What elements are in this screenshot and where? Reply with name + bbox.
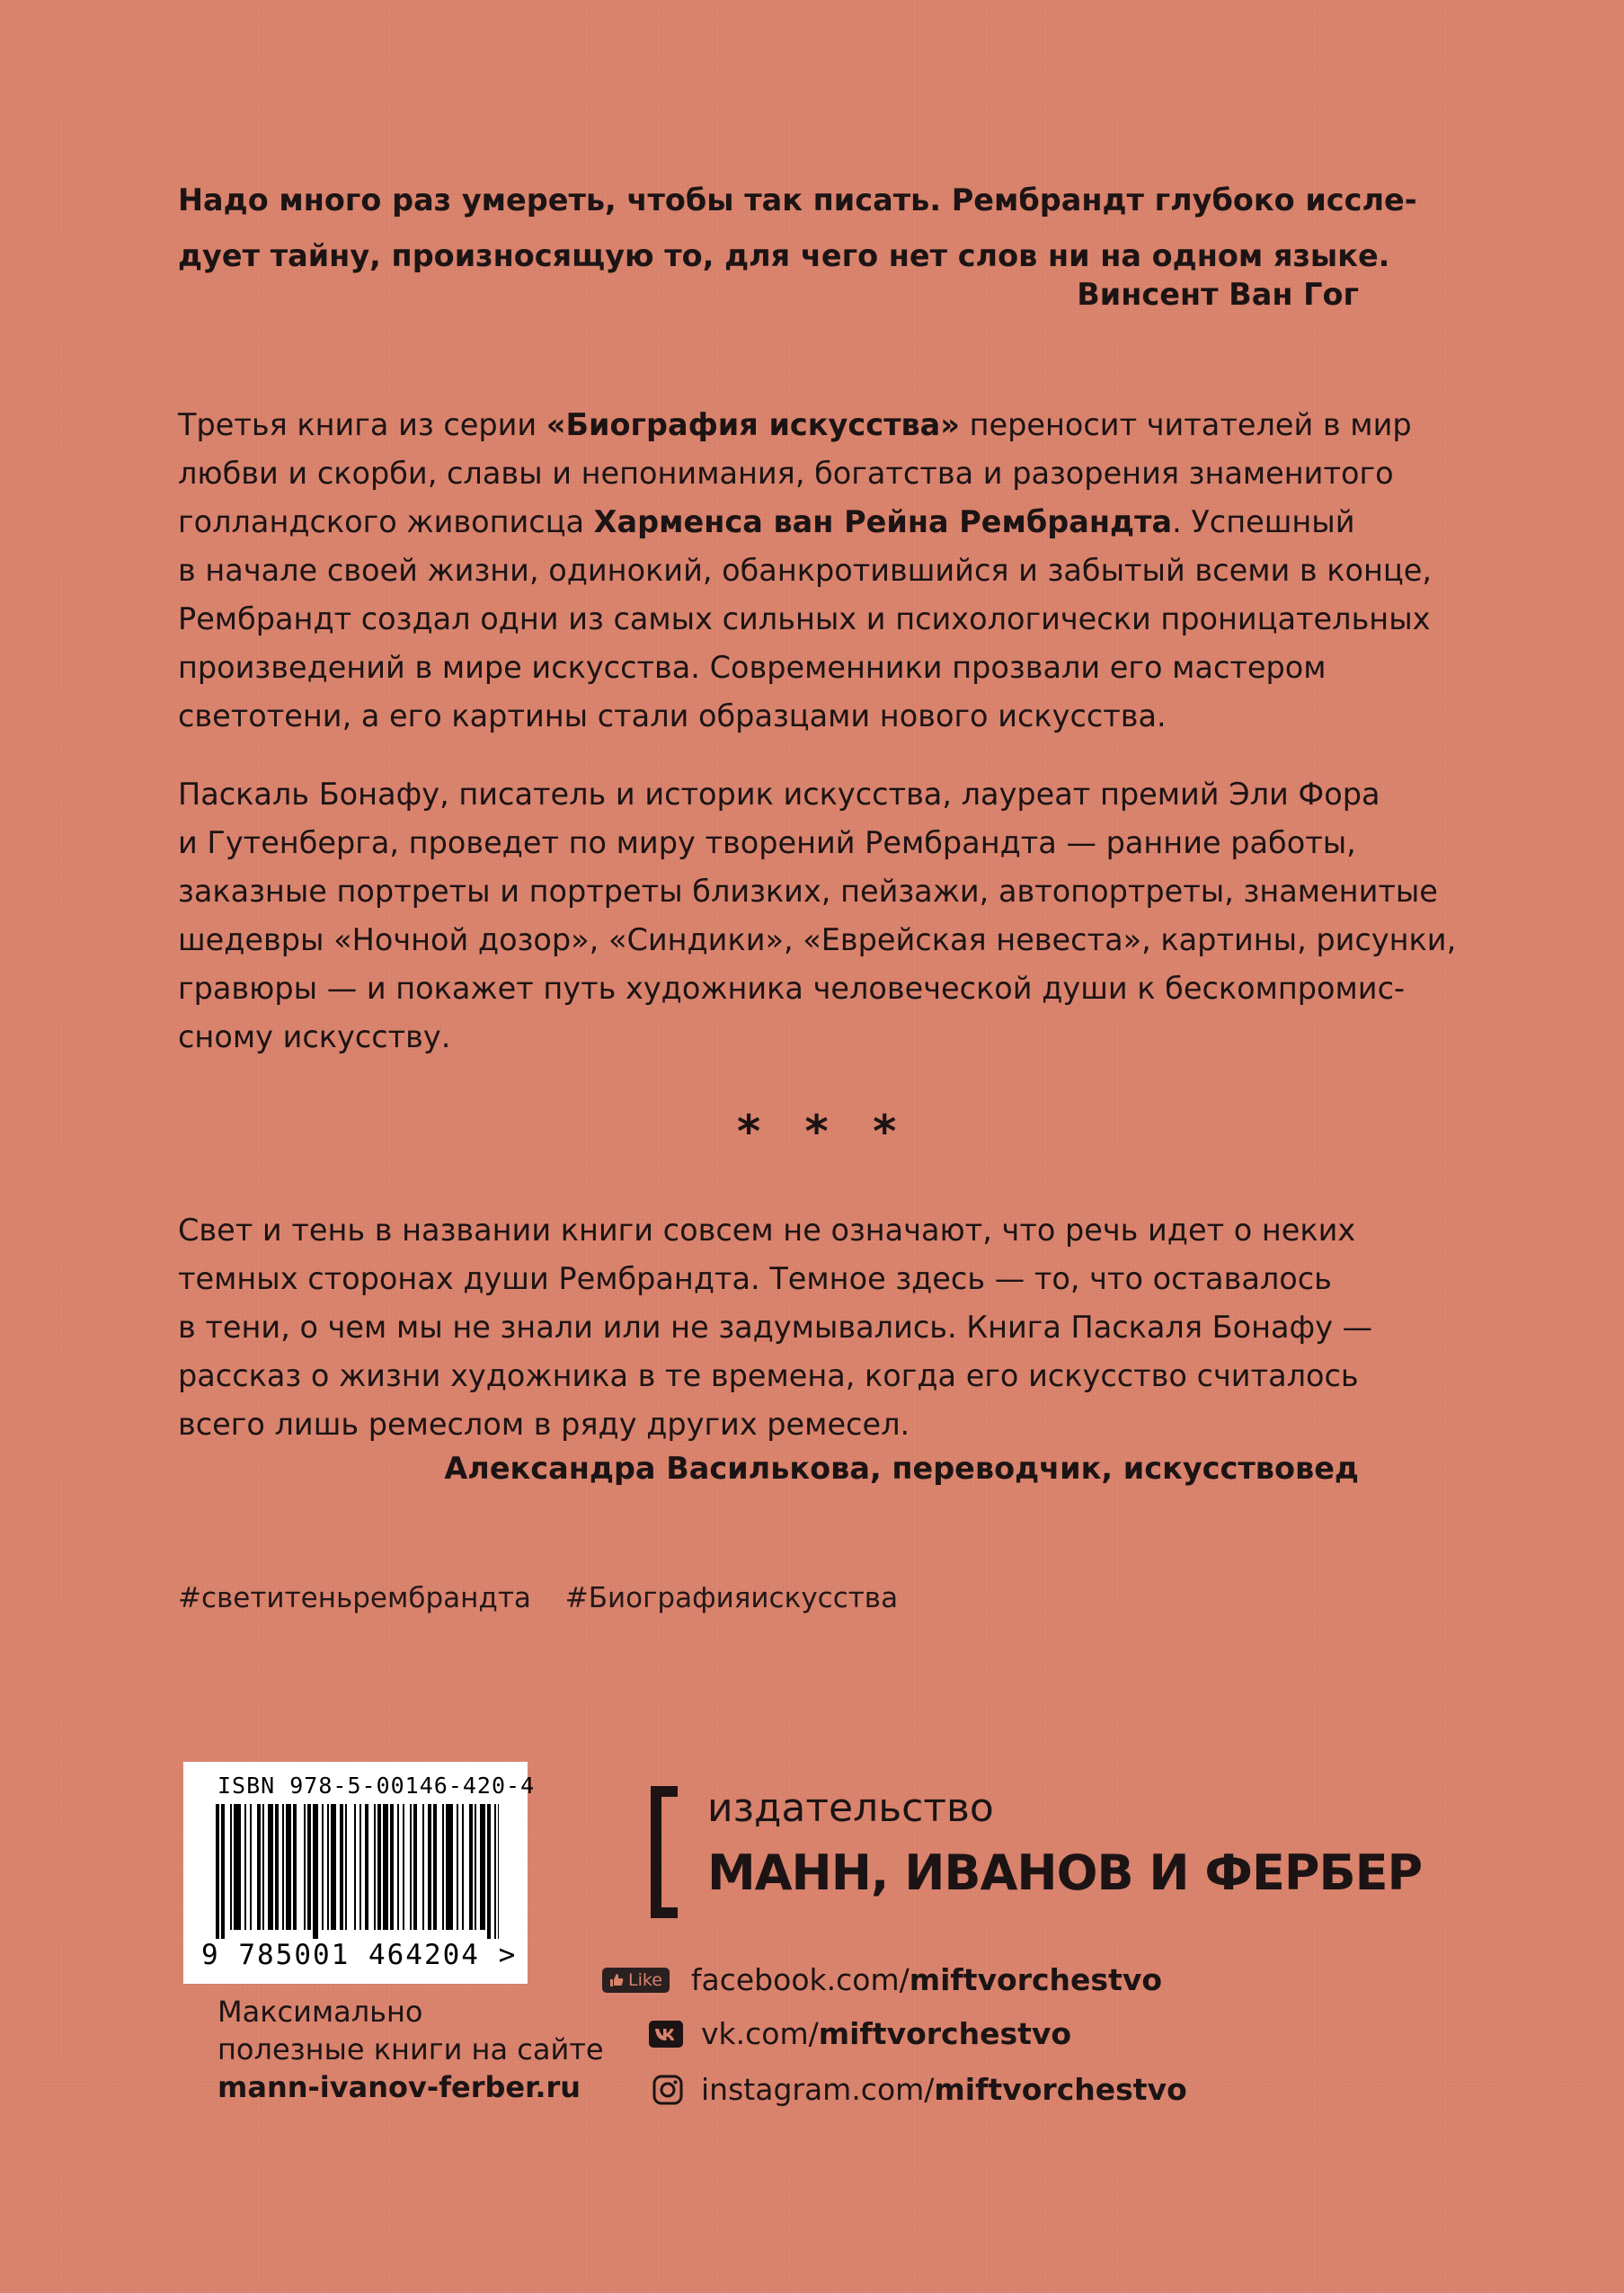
instagram-icon-wrap — [602, 2075, 701, 2105]
barcode-bar — [244, 1804, 246, 1930]
barcode-bar — [331, 1804, 336, 1930]
barcode-bar — [422, 1804, 424, 1930]
review-paragraph — [178, 1206, 1454, 1449]
instagram-icon — [652, 2075, 683, 2105]
barcode-bar — [397, 1804, 399, 1930]
barcode-bar — [257, 1804, 261, 1930]
barcode-bar — [304, 1804, 306, 1930]
p3-line-5: всего лишь ремеслом в ряду других ремесел. — [178, 1407, 910, 1442]
p1-line-1 — [178, 401, 1454, 449]
barcode-bar — [216, 1804, 219, 1939]
barcode-bar — [275, 1804, 279, 1930]
barcode-bar — [377, 1804, 381, 1930]
barcode-bar — [282, 1804, 284, 1930]
p2-line-6: сному искусству. — [178, 1019, 451, 1054]
barcode-bar — [262, 1804, 264, 1930]
review-author: Александра Василькова, переводчик, искусствовед — [444, 1451, 1359, 1486]
barcode-bar — [230, 1804, 232, 1930]
barcode-bar — [345, 1804, 347, 1930]
quote-line-2: дует тайну, произносящую то, для чего нет слов ни на одном языке. — [178, 238, 1390, 273]
facebook-handle: miftvorchestvo — [909, 1962, 1163, 1997]
facebook-domain: facebook.com/ — [690, 1962, 910, 1997]
barcode-bar — [446, 1804, 453, 1930]
barcode-bar — [359, 1804, 361, 1930]
barcode-bar — [475, 1804, 476, 1930]
p2-line-5: гравюры — и покажет путь художника человеческой души к бескомпромис- — [178, 971, 1406, 1006]
vk-domain: vk.com/ — [701, 2016, 819, 2051]
p1-line-7: светотени, а его картины стали образцами нового искусства. — [178, 698, 1167, 733]
barcode-bar — [365, 1804, 368, 1930]
p3-line-1: Свет и тень в названии книги совсем не означают, что речь идет о неких — [178, 1213, 1356, 1248]
barcode-bar — [307, 1804, 311, 1930]
barcode-bar — [457, 1804, 458, 1930]
barcode-bar — [221, 1804, 225, 1939]
section-separator: * * * — [737, 1106, 911, 1158]
p1-line-6: произведений в мире искусства. Современники прозвали его мастером — [178, 650, 1327, 685]
barcode-bar — [322, 1804, 324, 1930]
quote-line-1: Надо много раз умереть, чтобы так писать. Рембрандт глубоко иссле- — [178, 182, 1417, 218]
barcode-bars — [216, 1804, 499, 1939]
hashtags — [178, 1582, 923, 1614]
barcode-bar — [403, 1804, 404, 1930]
barcode-bar — [498, 1804, 499, 1939]
p1-text: . Успешный — [1172, 504, 1355, 539]
barcode-bar — [293, 1804, 297, 1930]
thumbs-up-icon — [609, 1973, 624, 1987]
p2-line-2: и Гутенберга, проведет по миру творений Рембрандта — ранние работы, — [178, 825, 1356, 860]
hashtag: #Биографияискусства — [564, 1582, 899, 1614]
vk-link[interactable] — [602, 2016, 1071, 2051]
description-paragraph-2 — [178, 770, 1457, 1062]
publisher-bracket-logo — [651, 1786, 679, 1918]
quote-author: Винсент Ван Гог — [1077, 277, 1359, 312]
barcode-bar — [234, 1804, 241, 1930]
p1-line-2: любви и скорби, славы и непонимания, богатства и разорения знаменитого — [178, 456, 1394, 491]
hashtag: #светитеньрембрандта — [178, 1582, 531, 1614]
like-label: Like — [628, 1969, 662, 1990]
p2-line-1: Паскаль Бонафу, писатель и историк искусства, лауреат премий Эли Фора — [178, 777, 1380, 812]
p3-line-3: в тени, о чем мы не знали или не задумывались. Книга Паскаля Бонафу — — [178, 1310, 1373, 1345]
facebook-like-icon — [602, 1968, 670, 1993]
publisher-label: издательство — [707, 1785, 994, 1831]
p1-line-5: Рембрандт создал одни из самых сильных и психологически проницательных — [178, 601, 1431, 636]
barcode-bar — [354, 1804, 356, 1930]
series-name: «Биография искусства» — [546, 407, 960, 442]
barcode-bar — [390, 1804, 394, 1930]
isbn-label: ISBN 978-5-00146-420-4 — [217, 1773, 536, 1799]
p1-line-3 — [178, 498, 1454, 547]
p1-text: голландского живописца — [178, 504, 594, 539]
vk-handle: miftvorchestvo — [818, 2016, 1072, 2051]
barcode-digits: 9 785001 464204 > — [201, 1939, 518, 1971]
barcode-bar — [433, 1804, 437, 1930]
barcode-bar — [480, 1804, 485, 1930]
p1-text: Третья книга из серии — [178, 407, 546, 442]
artist-name: Харменса ван Рейна Рембрандта — [593, 504, 1173, 539]
barcode-bar — [374, 1804, 376, 1930]
vk-icon-wrap — [602, 2019, 701, 2049]
isbn-barcode — [183, 1762, 536, 1984]
barcode-bar — [286, 1804, 291, 1930]
p3-line-4: рассказ о жизни художника в те времена, когда его искусство считалось — [178, 1358, 1359, 1393]
barcode-bar — [462, 1804, 464, 1930]
barcode-bar — [268, 1804, 273, 1930]
instagram-link[interactable] — [602, 2072, 1187, 2107]
p2-line-4: шедевры «Ночной дозор», «Синдики», «Еврейская невеста», картины, рисунки, — [178, 922, 1457, 957]
p1-line-4: в начале своей жизни, одинокий, обанкротившийся и забытый всеми в конце, — [178, 553, 1432, 588]
barcode-bar — [250, 1804, 252, 1930]
barcode-bar — [413, 1804, 417, 1930]
barcode-bar — [327, 1804, 329, 1930]
barcode-bar — [469, 1804, 473, 1930]
promo-line-1: Максимально — [217, 1995, 423, 2029]
barcode-bar — [340, 1804, 343, 1930]
p3-line-2: темных сторонах души Рембрандта. Темное здесь — то, что оставалось — [178, 1261, 1332, 1296]
barcode-bar — [428, 1804, 431, 1930]
p2-line-3: заказные портреты и портреты близких, пейзажи, автопортреты, знаменитые — [178, 874, 1438, 909]
promo-line-2: полезные книги на сайте — [217, 2032, 604, 2066]
barcode-bar — [442, 1804, 444, 1930]
facebook-link[interactable] — [602, 1962, 1162, 1997]
barcode-bar — [383, 1804, 388, 1930]
instagram-domain: instagram.com/ — [701, 2072, 935, 2107]
vk-icon — [649, 2021, 683, 2048]
epigraph-quote — [178, 173, 1454, 284]
promo-site-link[interactable]: mann-ivanov-ferber.ru — [217, 2070, 581, 2104]
p1-text: переносит читателей в мир — [959, 407, 1412, 442]
barcode-bar — [494, 1804, 496, 1939]
barcode-bar — [410, 1804, 412, 1930]
barcode-bar — [313, 1804, 318, 1939]
description-paragraph-1 — [178, 401, 1454, 741]
instagram-handle: miftvorchestvo — [934, 2072, 1187, 2107]
barcode-bar — [487, 1804, 491, 1939]
promo-text — [217, 1993, 604, 2106]
publisher-name: МАНН, ИВАНОВ И ФЕРБЕР — [707, 1844, 1423, 1901]
